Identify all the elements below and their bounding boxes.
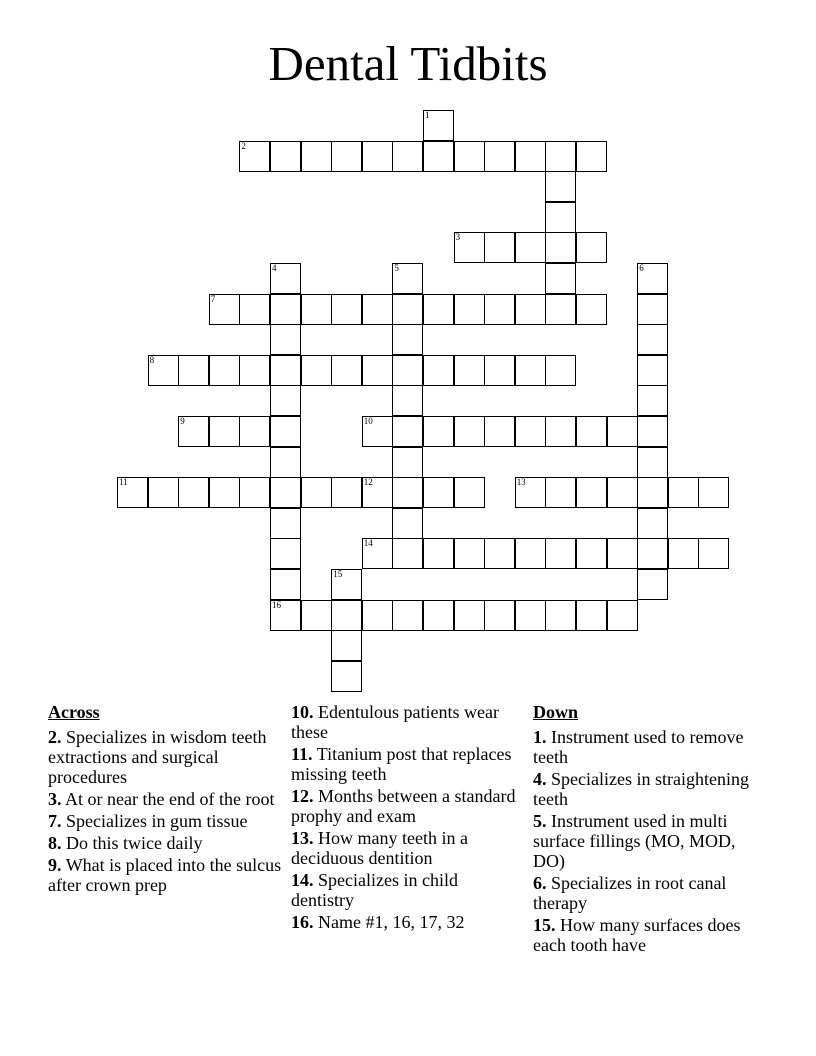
crossword-cell[interactable] [392,263,423,294]
crossword-cell[interactable] [392,324,423,355]
crossword-cell[interactable] [637,294,668,325]
down-heading: Down [533,702,579,722]
crossword-cell[interactable] [392,385,423,416]
clue-number: 2 [241,140,246,151]
crossword-cell[interactable] [454,294,485,325]
crossword-cell[interactable] [423,355,454,386]
crossword-cell[interactable] [423,600,454,631]
clue-across-8: 8. Do this twice daily [48,833,203,853]
crossword-cell[interactable] [698,538,729,569]
crossword-cell[interactable] [209,477,240,508]
crossword-cell[interactable] [270,508,301,539]
crossword-cell[interactable] [545,600,576,631]
crossword-cell[interactable] [423,538,454,569]
crossword-cell[interactable] [301,477,332,508]
crossword-cell[interactable] [515,538,546,569]
crossword-cell[interactable] [392,294,423,325]
crossword-cell[interactable] [484,232,515,263]
crossword-cell[interactable] [484,355,515,386]
crossword-cell[interactable] [423,141,454,172]
clue-number: 13 [516,477,526,488]
crossword-cell[interactable] [576,600,607,631]
clue-down-5: 5. Instrument used in multi surface fillings (MO, MOD, DO) [533,811,736,871]
clue-down-6: 6. Specializes in root canal therapy [533,873,727,913]
crossword-cell[interactable] [362,477,393,508]
crossword-cell[interactable] [454,600,485,631]
crossword-cell[interactable] [423,477,454,508]
crossword-cell[interactable] [637,569,668,600]
clue-across-9: 9. What is placed into the sulcus after crown prep [48,855,282,895]
page-title: Dental Tidbits [268,36,548,91]
clue-number: 5 [394,263,399,273]
clue-down-15: 15. How many surfaces does each tooth have [533,915,741,955]
clue-number: 11 [119,477,128,488]
crossword-cell[interactable] [637,538,668,569]
crossword-cell[interactable] [239,416,270,447]
across-clues-column-2 [291,702,517,934]
crossword-cell[interactable] [270,416,301,447]
clue-number: 8 [149,354,155,365]
crossword-cell[interactable] [362,538,393,569]
clue-number: 3 [455,232,461,243]
crossword-cell[interactable] [331,661,362,692]
crossword-cell[interactable] [209,416,240,447]
crossword-cell[interactable] [239,294,270,325]
clue-across-16: 16. Name #1, 16, 17, 32 [291,912,465,932]
crossword-cell[interactable] [454,538,485,569]
crossword-cell[interactable] [423,110,454,141]
crossword-cell[interactable] [331,355,362,386]
crossword-cell[interactable] [392,538,423,569]
crossword-cell[interactable] [239,141,270,172]
crossword-cell[interactable] [637,447,668,478]
crossword-cell[interactable] [484,416,515,447]
crossword-cell[interactable] [270,294,301,325]
clue-across-7: 7. Specializes in gum tissue [48,811,248,831]
crossword-cell[interactable] [576,477,607,508]
crossword-cell[interactable] [392,447,423,478]
crossword-cell[interactable] [117,477,148,508]
crossword-cell[interactable] [239,355,270,386]
crossword-cell[interactable] [668,538,699,569]
crossword-cell[interactable] [515,477,546,508]
crossword-cell[interactable] [301,294,332,325]
crossword-cell[interactable] [545,294,576,325]
clue-number: 15 [333,569,343,579]
crossword-cell[interactable] [484,538,515,569]
crossword-cell[interactable] [515,232,546,263]
crossword-cell[interactable] [331,294,362,325]
crossword-cell[interactable] [392,416,423,447]
crossword-cell[interactable] [484,141,515,172]
crossword-cell[interactable] [392,141,423,172]
crossword-cell[interactable] [362,141,393,172]
down-clues-column [533,702,769,957]
clue-number: 6 [639,263,644,273]
crossword-cell[interactable] [178,355,209,386]
crossword-cell[interactable] [362,355,393,386]
crossword-cell[interactable] [576,538,607,569]
crossword-cell[interactable] [209,355,240,386]
crossword-cell[interactable] [331,569,362,600]
crossword-cell[interactable] [637,355,668,386]
across-clues-column-1 [48,702,284,897]
crossword-cell[interactable] [545,141,576,172]
crossword-cell[interactable] [270,141,301,172]
crossword-cell[interactable] [607,416,638,447]
crossword-cell[interactable] [545,416,576,447]
crossword-cell[interactable] [545,477,576,508]
clue-across-10: 10. Edentulous patients wear these [291,702,499,742]
clue-number: 10 [363,416,373,426]
crossword-cell[interactable] [270,538,301,569]
crossword-cell[interactable] [607,477,638,508]
crossword-cell[interactable] [637,263,668,294]
crossword-cell[interactable] [392,508,423,539]
crossword-cell[interactable] [331,477,362,508]
crossword-cell[interactable] [545,263,576,294]
clue-across-3: 3. At or near the end of the root [48,789,275,809]
crossword-cell[interactable] [545,538,576,569]
crossword-cell[interactable] [270,263,301,294]
clue-number: 1 [425,110,430,120]
crossword-cell[interactable] [392,477,423,508]
crossword-cell[interactable] [331,630,362,661]
clue-across-2: 2. Specializes in wisdom teeth extractions and surgical procedures [48,727,267,787]
crossword-cell[interactable] [454,355,485,386]
crossword-cell[interactable] [454,232,485,263]
crossword-cell[interactable] [301,600,332,631]
crossword-cell[interactable] [698,477,729,508]
crossword-cell[interactable] [454,141,485,172]
crossword-cell[interactable] [239,477,270,508]
crossword-cell[interactable] [362,600,393,631]
crossword-cell[interactable] [423,294,454,325]
clue-number: 4 [272,263,277,273]
crossword-cell[interactable] [301,355,332,386]
crossword-cell[interactable] [270,569,301,600]
crossword-cell[interactable] [515,141,546,172]
clue-down-4: 4. Specializes in straightening teeth [533,769,749,809]
crossword-cell[interactable] [301,141,332,172]
clue-number: 14 [363,538,373,549]
crossword-cell[interactable] [392,355,423,386]
clue-number: 12 [363,477,373,488]
clue-number: 7 [210,293,216,304]
crossword-cell[interactable] [423,416,454,447]
crossword-cell[interactable] [178,416,209,447]
clue-down-1: 1. Instrument used to remove teeth [533,727,744,767]
crossword-cell[interactable] [576,294,607,325]
crossword-cell[interactable] [545,355,576,386]
crossword-cell[interactable] [668,477,699,508]
crossword-cell[interactable] [576,416,607,447]
crossword-cell[interactable] [484,600,515,631]
crossword-cell[interactable] [209,294,240,325]
crossword-cell[interactable] [637,477,668,508]
crossword-cell[interactable] [515,600,546,631]
crossword-cell[interactable] [576,141,607,172]
crossword-cell[interactable] [148,477,179,508]
crossword-cell[interactable] [392,600,423,631]
crossword-cell[interactable] [637,416,668,447]
crossword-cell[interactable] [454,416,485,447]
crossword-cell[interactable] [637,385,668,416]
crossword-cell[interactable] [607,600,638,631]
crossword-cell[interactable] [545,202,576,233]
crossword-cell[interactable] [515,294,546,325]
clue-across-13: 13. How many teeth in a deciduous dentition [291,828,468,868]
clue-number: 16 [272,599,281,610]
clue-across-14: 14. Specializes in child dentistry [291,870,458,910]
crossword-cell[interactable] [331,141,362,172]
crossword-cell[interactable] [545,232,576,263]
clue-across-12: 12. Months between a standard prophy and exam [291,786,516,826]
crossword-cell[interactable] [270,355,301,386]
crossword-cell[interactable] [362,294,393,325]
crossword-cell[interactable] [637,508,668,539]
crossword-cell[interactable] [545,171,576,202]
crossword-cell[interactable] [270,324,301,355]
crossword-cell[interactable] [454,477,485,508]
crossword-cell[interactable] [362,416,393,447]
across-heading: Across [48,702,100,722]
crossword-cell[interactable] [637,324,668,355]
clue-number: 9 [180,416,185,426]
crossword-cell[interactable] [270,385,301,416]
crossword-cell[interactable] [270,477,301,508]
crossword-cell[interactable] [331,600,362,631]
clue-across-11: 11. Titanium post that replaces missing teeth [291,744,512,784]
crossword-cell[interactable] [178,477,209,508]
crossword-cell[interactable] [484,294,515,325]
crossword-cell[interactable] [148,355,179,386]
crossword-cell[interactable] [270,600,301,631]
crossword-cell[interactable] [607,538,638,569]
crossword-cell[interactable] [515,355,546,386]
crossword-cell[interactable] [515,416,546,447]
crossword-cell[interactable] [576,232,607,263]
crossword-cell[interactable] [270,447,301,478]
